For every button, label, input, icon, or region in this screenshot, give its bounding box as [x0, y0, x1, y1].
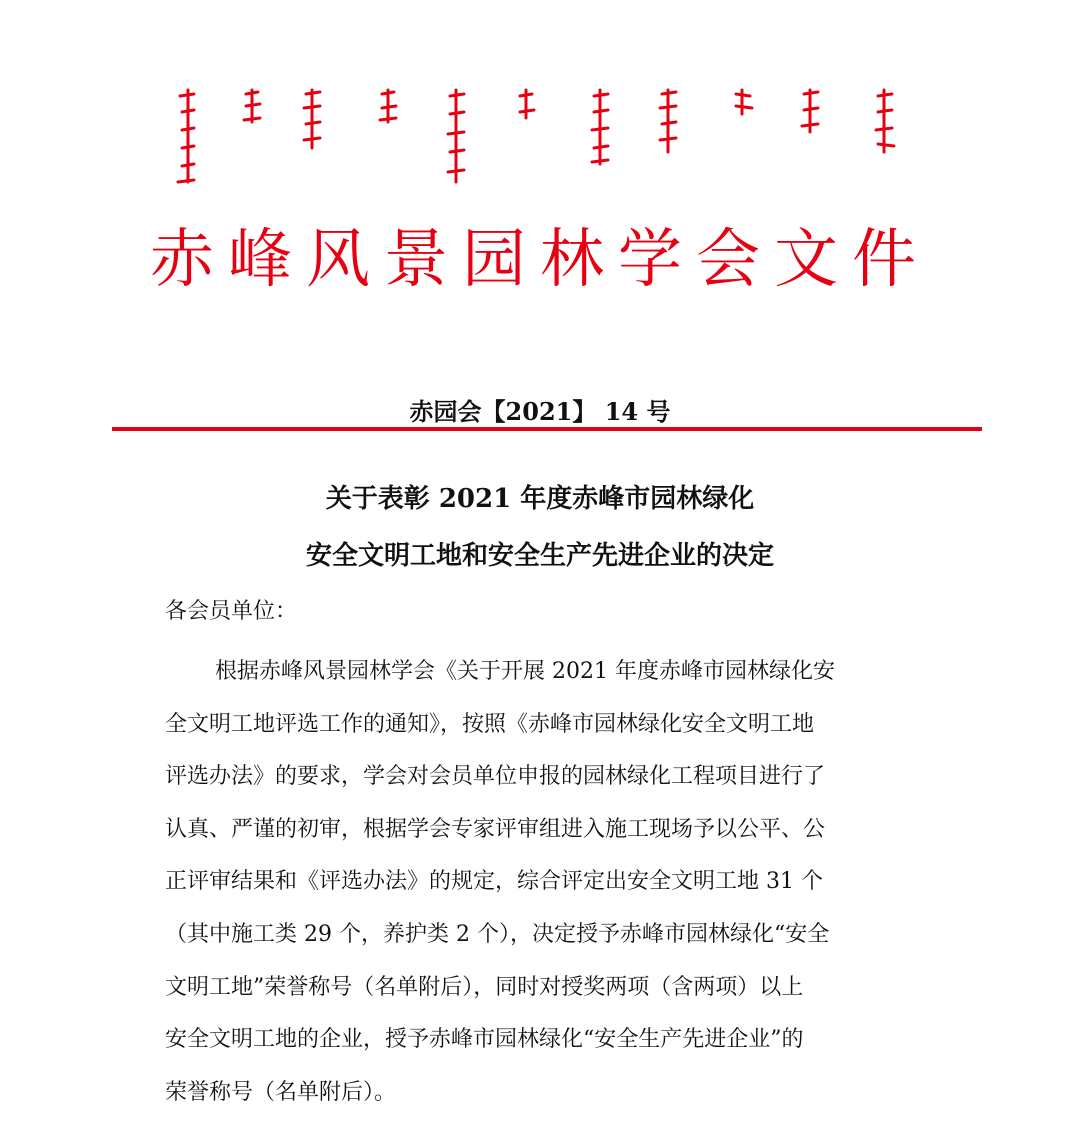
body-line: 荣誉称号（名单附后）。: [165, 1079, 397, 1105]
body-line: 评选办法》的要求，学会对会员单位申报的园林绿化工程项目进行了: [165, 764, 826, 790]
body-line: 正评审结果和《评选办法》的规定，综合评定出安全文明工地 31 个: [165, 869, 823, 895]
salutation: 各会员单位：: [165, 599, 298, 624]
body-line: 安全文明工地的企业，授予赤峰市园林绿化“安全生产先进企业”的: [165, 1027, 804, 1053]
document-title-line-1: 关于表彰 2021 年度赤峰市园林绿化: [325, 484, 755, 514]
document-header-title: 赤峰风景园林学会文件: [150, 223, 930, 297]
body-line: 文明工地”荣誉称号（名单附后），同时对授奖两项（含两项）以上: [165, 974, 804, 1000]
mongolian-script-graphic: [160, 82, 920, 192]
red-divider-line: [112, 427, 982, 431]
body-line: 全文明工地评选工作的通知》，按照《赤峰市园林绿化安全文明工地: [165, 711, 815, 737]
document-number: 赤园会【2021】 14 号: [409, 397, 671, 426]
body-paragraph: [165, 646, 917, 1119]
mongolian-script-header: [160, 82, 920, 192]
body-line: （其中施工类 29 个，养护类 2 个），决定授予赤峰市园林绿化“安全: [165, 921, 830, 947]
document-title-line-2: 安全文明工地和安全生产先进企业的决定: [305, 541, 774, 571]
body-line: 认真、严谨的初审，根据学会专家评审组进入施工现场予以公平、公: [165, 816, 826, 842]
body-line: 根据赤峰风景园林学会《关于开展 2021 年度赤峰市园林绿化安: [215, 659, 835, 684]
